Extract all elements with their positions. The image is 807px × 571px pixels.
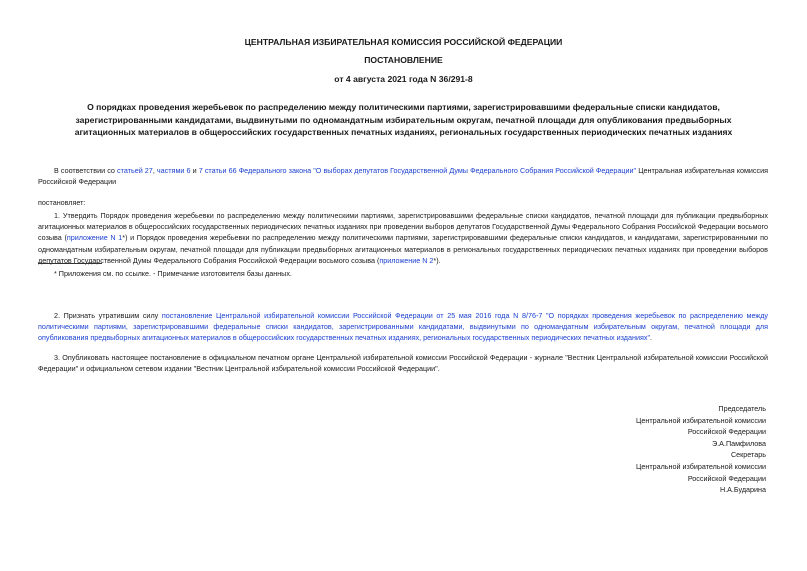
repealed-resolution-link[interactable]: постановление Центральной избирательной комиссии Российской Федерации от 25 мая 2016 года N 8/76-7 "О порядках проведения жеребьевок по распределению между политическими партиями, зарегистрировавшими федеральные списки кандидатов, зарегистрированными кандидатами, выдвинутыми по одномандатным избирательным округам, печатной площади для опубликования предвыборных агитационных материалов в общероссийских государственных печатных изданиях, региональных государственных периодических печатных изданиях" [38, 311, 768, 343]
federal-law-link[interactable]: 7 статьи 66 Федерального закона "О выборах депутатов Государственной Думы Федерального Собрания Российской Федерации" [198, 166, 637, 175]
parts-6-link[interactable]: частями 6 [156, 166, 191, 175]
chair-name: Э.А.Памфилова [712, 438, 766, 448]
basis-text-2: , [152, 166, 157, 175]
item-1-text-3: *). [433, 255, 441, 265]
document-type: ПОСТАНОВЛЕНИЕ [364, 55, 443, 65]
article-27-link[interactable]: статьей 27 [117, 166, 153, 175]
signature-block [526, 403, 766, 496]
item-2-text-2: . [650, 333, 653, 343]
item-2-text-1: 2. Признать утратившим силу [54, 311, 162, 320]
appendix-2-link[interactable]: приложение N 2 [379, 255, 434, 265]
footnote-divider [38, 263, 102, 264]
footnote: * Приложения см. по ссылке. - Примечание изготовителя базы данных. [54, 269, 292, 278]
secretary-name: Н.А.Бударина [719, 485, 766, 495]
basis-text-4: Центральная избирательная комиссия Российской Федерации [38, 166, 769, 187]
item-1-text-1: 1. Утвердить Порядок проведения жеребьевки по распределению между политическими партиями, зарегистрировавшими федеральные списки кандидатов, печатной площади для публикации предвыборных агитационных материалов в общероссийских государственных периодических печатных изданиях при проведении выборов депутатов Государственной Думы Федерального Собрания Российской Федерации восьмого созыва ( [38, 211, 768, 243]
document-title: О порядках проведения жеребьевок по распределению между политическими партиями, зарегистрировавшими федеральные списки кандидатов, зарегистрированными кандидатами, выдвинутыми по одномандатным избирательным округам, печатной площади для опубликования предвыборных агитационных материалов в общероссийских государственных печатных изданиях, региональных государственных периодических печатных изданиях [74, 102, 733, 138]
chair-org-line-2: Российской Федерации [687, 427, 766, 437]
issuer-heading: ЦЕНТРАЛЬНАЯ ИЗБИРАТЕЛЬНАЯ КОМИССИЯ РОССИЙСКОЙ ФЕДЕРАЦИИ [244, 37, 563, 47]
chair-title: Председатель [718, 404, 766, 413]
decree-word: постановляет: [38, 198, 86, 207]
appendix-1-link[interactable]: приложение N 1 [66, 233, 123, 243]
secretary-org-line-1: Центральной избирательной комиссии [636, 461, 766, 471]
item-2-paragraph [38, 310, 768, 344]
document-date-number: от 4 августа 2021 года N 36/291-8 [334, 74, 473, 84]
secretary-title: Секретарь [730, 450, 766, 460]
basis-text-3: и [190, 166, 199, 175]
chair-org-line-1: Центральной избирательной комиссии [636, 415, 766, 425]
item-1-text-2: *) и Порядок проведения жеребьевки по распределению между политическими партиями, зарегистрировавшими федеральные списки кандидатов, и кандидатами, зарегистрированными по одномандатным избирательным округам, печатной площади для публикации предвыборных агитационных материалов в региональных государственных периодических печатных изданиях при проведении выборов депутатов Государственной Думы Федерального Собрания Российской Федерации восьмого созыва ( [38, 233, 768, 265]
item-3-paragraph: 3. Опубликовать настоящее постановление в официальном печатном органе Центральной избирательной комиссии Российской Федерации - журнале "Вестник Центральной избирательной комиссии Российской Федерации" и официальном сетевом издании "Вестник Центральной избирательной комиссии Российской Федерации". [38, 353, 768, 374]
basis-text-1: В соответствии со [54, 166, 118, 175]
basis-paragraph [38, 165, 768, 187]
item-1-paragraph [38, 210, 768, 266]
secretary-org-line-2: Российской Федерации [687, 473, 766, 483]
